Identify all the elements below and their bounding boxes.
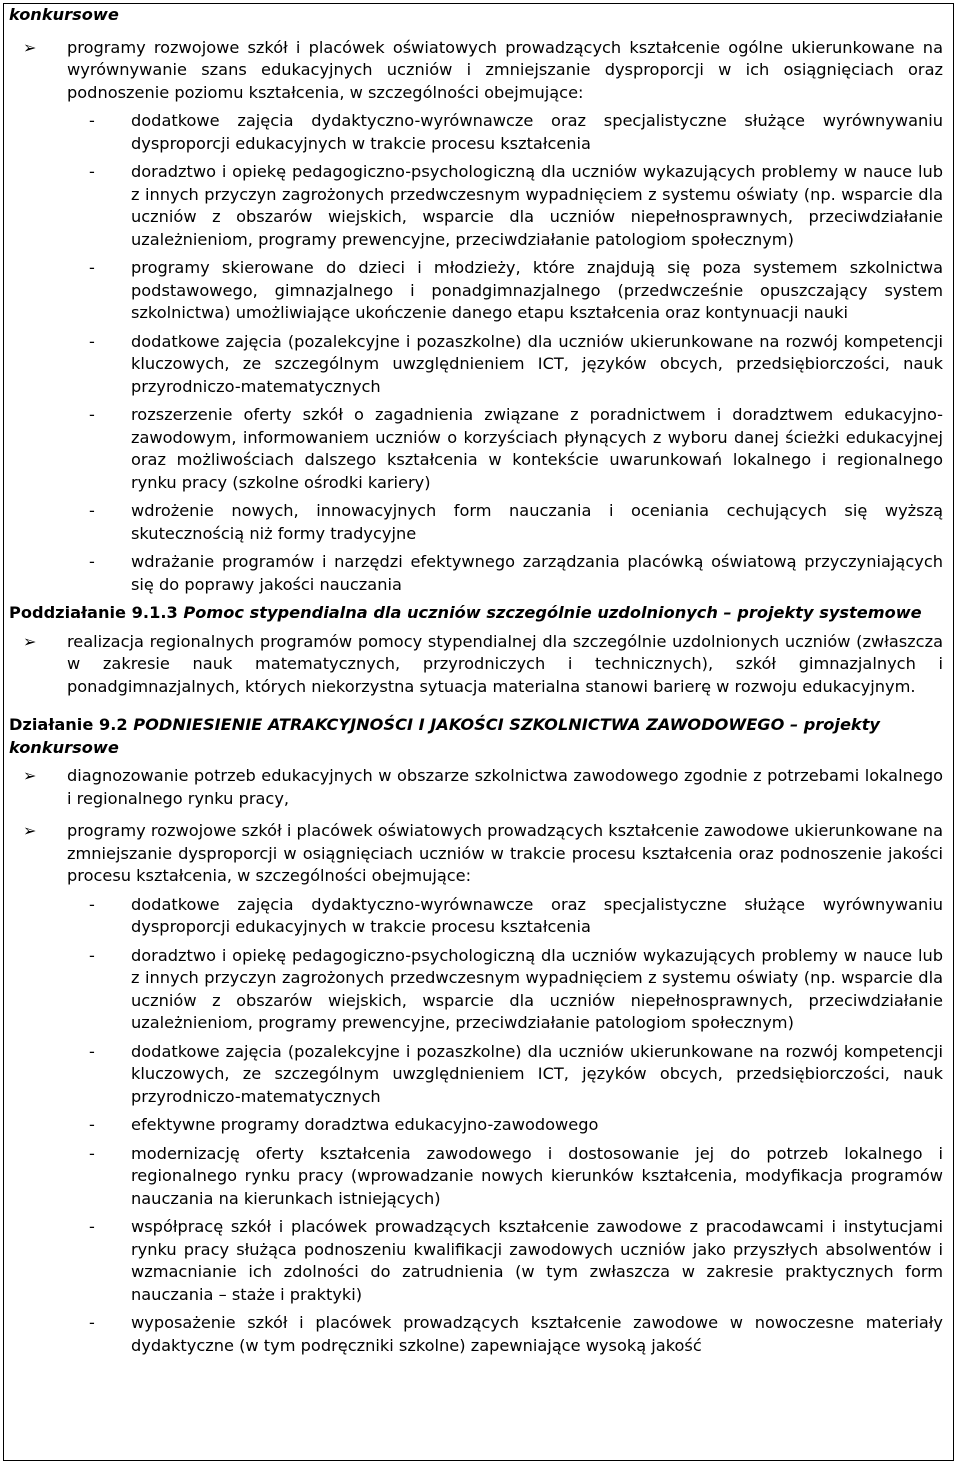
section-heading: Działanie 9.2 PODNIESIENIE ATRAKCYJNOŚCI I JAKOŚCI SZKOLNICTWA ZAWODOWEGO – projekty konkursowe <box>9 715 880 757</box>
dash-item: - dodatkowe zajęcia dydaktyczno-wyrównawcze oraz specjalistyczne służące wyrównywaniu dysproporcji edukacyjnych w trakcie procesu kształcenia <box>89 111 943 153</box>
arrow-bullet-icon: ➢ <box>23 766 37 785</box>
dash-item: - efektywne programy doradztwa edukacyjno-zawodowego <box>89 1115 599 1134</box>
arrow-bullet-icon: ➢ <box>23 37 37 57</box>
top-heading: konkursowe <box>9 5 119 24</box>
dash-item: - współpracę szkół i placówek prowadzących kształcenie zawodowe z pracodawcami i instytucjami rynku pracy służąca podnoszeniu kwalifikacji zawodowych uczniów jako przyszłych absolwentów i wzmacnianie ich zdolności do zatrudnienia (w tym zwłaszcza w zakresie praktycznych form nauczania – staże i praktyki) <box>89 1217 943 1304</box>
dash-item: - wdrażanie programów i narzędzi efektywnego zarządzania placówką oświatową przyczyniających się do poprawy jakości nauczania <box>89 552 943 594</box>
dash-item: - doradztwo i opiekę pedagogiczno-psychologiczną dla uczniów wykazujących problemy w nauce lub z innych przyczyn zagrożonych przedwczesnym wypadnięciem z systemu oświaty (np. wsparcie dla uczniów z obszarów wiejskich, wsparcie dla uczniów niepełnosprawnych, przeciwdziałanie uzależnieniom, programy prewencyjne, przeciwdziałanie patologiom społecznym) <box>89 945 943 1032</box>
bullet-item: ➢ programy rozwojowe szkół i placówek oświatowych prowadzących kształcenie zawodowe ukierunkowane na zmniejszanie dysproporcji w osiągnięciach uczniów w trakcie procesu kształcenia oraz podnoszenie jakości procesu kształcenia, w szczególności obejmujące: <box>23 821 943 885</box>
bullet-item: ➢ realizacja regionalnych programów pomocy stypendialnej dla szczególnie uzdolnionych uczniów (zwłaszcza w zakresie nauk matematycznych, przyrodniczych i technicznych), szkół gimnazjalnych i ponadgimnazjalnych, których niekorzystna sytuacja materialna stanowi barierę w rozwoju edukacyjnym. <box>23 631 943 696</box>
dash-item: - wyposażenie szkół i placówek prowadzących kształcenie zawodowe w nowoczesne materiały dydaktyczne (w tym podręczniki szkolne) zapewniające wysoką jakość <box>89 1313 943 1355</box>
section-heading: Poddziałanie 9.1.3 Pomoc stypendialna dla uczniów szczególnie uzdolnionych – projekty systemowe <box>9 603 922 622</box>
bullet-item: ➢ programy rozwojowe szkół i placówek oświatowych prowadzących kształcenie ogólne ukierunkowane na wyrównywanie szans edukacyjnych uczniów i zmniejszanie dysproporcji w ich osiągnięciach oraz podnoszenie poziomu kształcenia, w szczególności obejmujące: <box>23 37 943 102</box>
dash-item: - dodatkowe zajęcia (pozalekcyjne i pozaszkolne) dla uczniów ukierunkowane na rozwój kompetencji kluczowych, ze szczególnym uwzględnieniem ICT, języków obcych, przedsiębiorczości, nauk przyrodniczo-matematycznych <box>89 331 943 396</box>
bullet-item: ➢ diagnozowanie potrzeb edukacyjnych w obszarze szkolnictwa zawodowego zgodnie z potrzebami lokalnego i regionalnego rynku pracy, <box>23 766 943 808</box>
arrow-bullet-icon: ➢ <box>23 631 37 651</box>
dash-item: - modernizację oferty kształcenia zawodowego i dostosowanie jej do potrzeb lokalnego i regionalnego rynku pracy (wprowadzanie nowych kierunków kształcenia, modyfikacja programów nauczania na kierunkach istniejących) <box>89 1143 943 1208</box>
dash-item: - dodatkowe zajęcia (pozalekcyjne i pozaszkolne) dla uczniów ukierunkowane na rozwój kompetencji kluczowych, ze szczególnym uwzględnieniem ICT, języków obcych, przedsiębiorczości, nauk przyrodniczo-matematycznych <box>89 1041 943 1106</box>
arrow-bullet-icon: ➢ <box>23 821 37 840</box>
dash-item: - programy skierowane do dzieci i młodzieży, które znajdują się poza systemem szkolnictwa podstawowego, gimnazjalnego i ponadgimnazjalnego (przedwcześnie opuszczający system szkolnictwa) umożliwiające ukończenie danego etapu kształcenia oraz kontynuacji nauki <box>89 258 943 322</box>
dash-item: - rozszerzenie oferty szkół o zagadnienia związane z poradnictwem i doradztwem edukacyjno-zawodowym, informowaniem uczniów o korzyściach płynących z wyboru danej ścieżki edukacyjnej oraz możliwościach dalszego kształcenia w kontekście uwarunkowań lokalnego i regionalnego rynku pracy (szkolne ośrodki kariery) <box>89 405 943 492</box>
dash-item: - wdrożenie nowych, innowacyjnych form nauczania i oceniania cechujących się wyższą skutecznością niż formy tradycyjne <box>89 501 943 543</box>
dash-item: - doradztwo i opiekę pedagogiczno-psychologiczną dla uczniów wykazujących problemy w nauce lub z innych przyczyn zagrożonych przedwczesnym wypadnięciem z systemu oświaty (np. wsparcie dla uczniów z obszarów wiejskich, wsparcie dla uczniów niepełnosprawnych, przeciwdziałanie uzależnieniom, programy prewencyjne, przeciwdziałanie patologiom społecznym) <box>89 162 943 249</box>
dash-item: - dodatkowe zajęcia dydaktyczno-wyrównawcze oraz specjalistyczne służące wyrównywaniu dysproporcji edukacyjnych w trakcie procesu kształcenia <box>89 894 943 936</box>
document-page <box>9 4 943 1357</box>
